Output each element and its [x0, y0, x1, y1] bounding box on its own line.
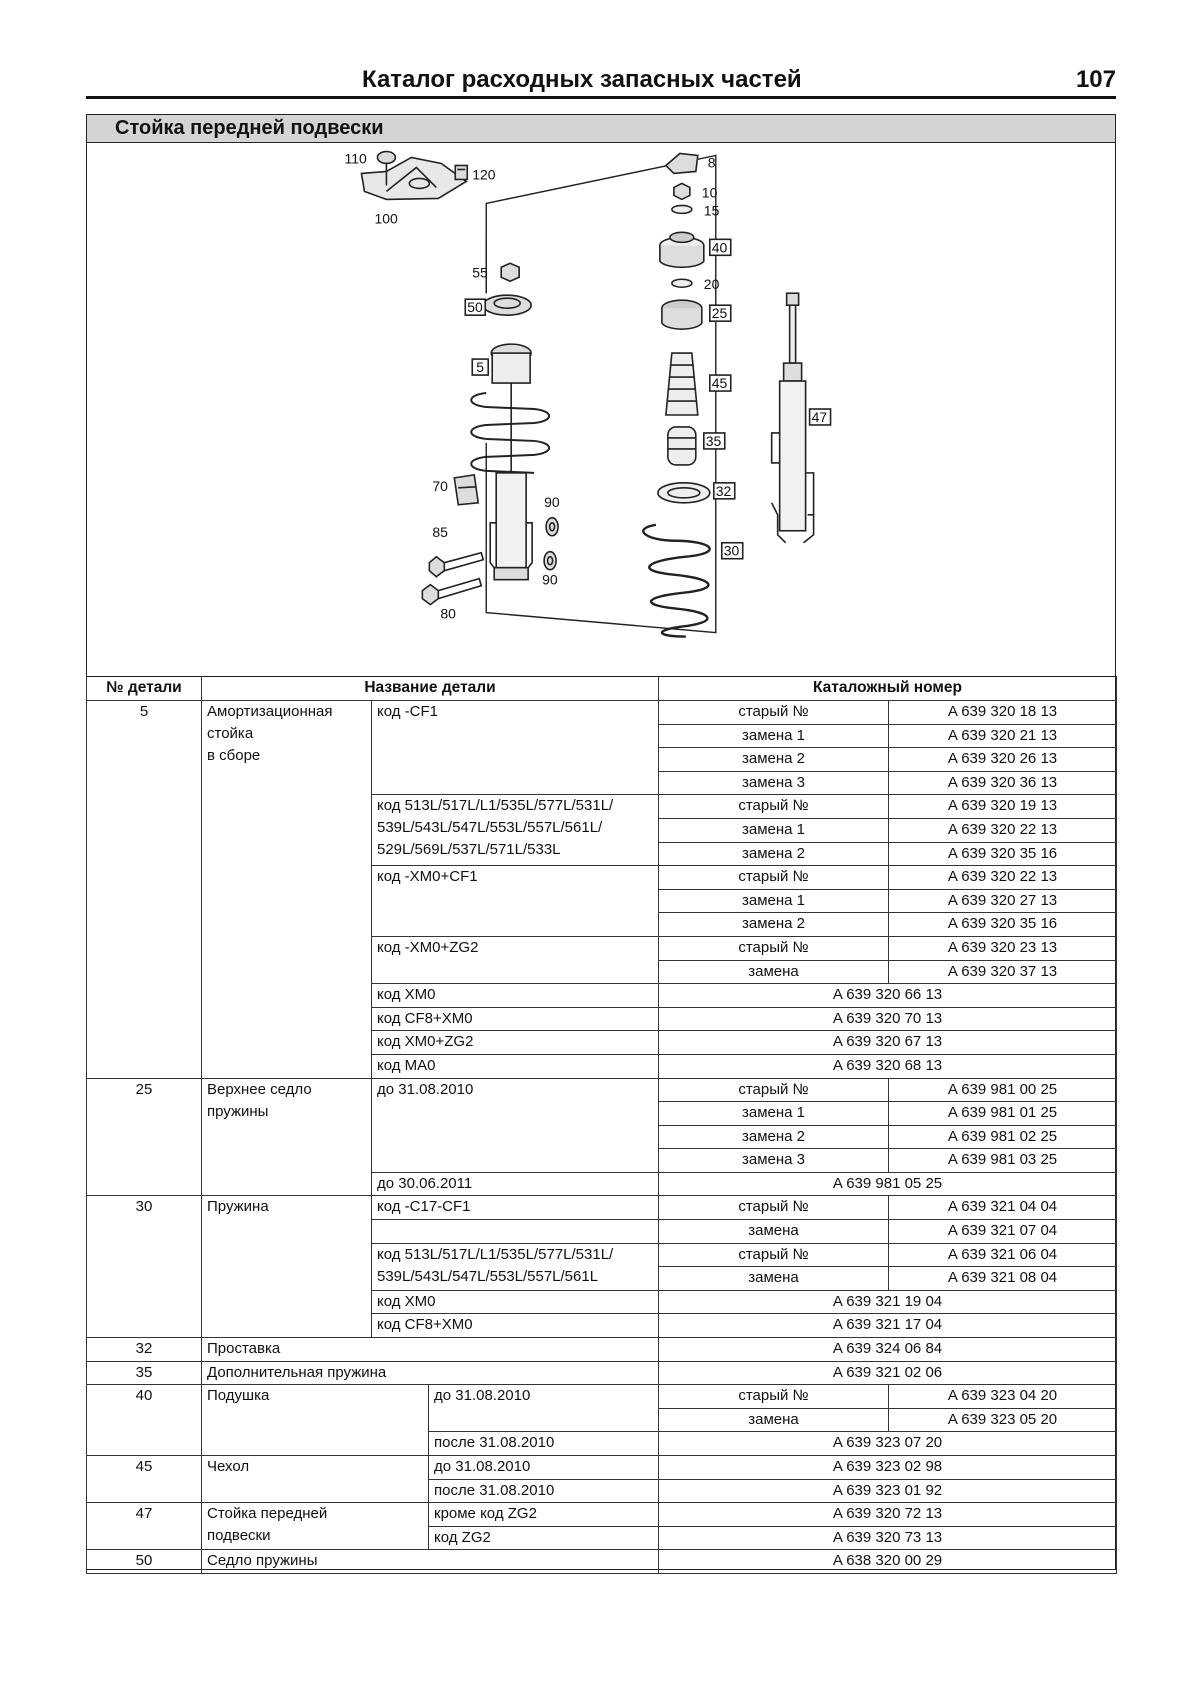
cap-part-8 [666, 153, 698, 173]
catalog-number: A 639 981 02 25 [889, 1125, 1117, 1149]
label-50: 50 [467, 299, 483, 316]
part-code: кроме код ZG2 [429, 1503, 659, 1527]
part-code: код XM0 [372, 984, 659, 1008]
washer-part-20 [672, 279, 692, 287]
part-number: 47 [87, 1503, 202, 1550]
part-code: код MA0 [372, 1054, 659, 1078]
washer-part-15 [672, 205, 692, 213]
part-name: Чехол [202, 1456, 429, 1503]
part-code-line: 539L/543L/547L/553L/557L/561L/ [377, 819, 603, 837]
col-header-catalog: Каталожный номер [659, 677, 1117, 701]
label-85: 85 [432, 523, 448, 540]
label-90-top: 90 [544, 493, 560, 510]
section-title: Стойка передней подвески [115, 117, 384, 139]
part-code: после 31.08.2010 [429, 1479, 659, 1503]
catalog-number: A 639 981 05 25 [659, 1172, 1117, 1196]
catalog-number: A 639 320 37 13 [889, 960, 1117, 984]
spacer-part-32 [658, 483, 710, 503]
washer-part-90-top [546, 518, 558, 536]
strut-assembly-part-5 [471, 344, 549, 580]
washer-part-90-bottom [544, 552, 556, 570]
label-30: 30 [723, 542, 740, 559]
suspension-strut-drawing [87, 143, 1115, 676]
label-47: 47 [811, 408, 828, 425]
nut-part-120 [455, 165, 467, 179]
label-120: 120 [472, 166, 496, 183]
part-number: 35 [87, 1361, 202, 1385]
label-8: 8 [707, 154, 716, 171]
version-label: старый № [659, 795, 889, 819]
col-header-name: Название детали [202, 677, 659, 701]
catalog-number: A 639 320 27 13 [889, 889, 1117, 913]
part-code: до 31.08.2010 [429, 1456, 659, 1480]
bracket-part-100 [361, 157, 466, 199]
label-25: 25 [711, 305, 728, 322]
catalog-number: A 639 320 35 16 [889, 842, 1117, 866]
table-row [87, 1550, 1117, 1574]
page-title: Каталог расходных запасных частей [362, 66, 802, 93]
part-code-line: код 513L/517L/L1/535L/577L/531L/ [377, 797, 614, 815]
table-row [87, 1196, 1117, 1220]
version-label: замена 1 [659, 724, 889, 748]
table-row [87, 701, 1117, 725]
part-code-line: 539L/543L/547L/553L/557L/561L [377, 1267, 599, 1285]
part-code: код -XM0+CF1 [372, 866, 659, 937]
nut-part-55 [501, 263, 519, 281]
page-number: 107 [1075, 66, 1116, 93]
catalog-number: A 639 321 08 04 [889, 1267, 1117, 1291]
parts-table [86, 676, 1117, 1574]
part-code: до 31.08.2010 [429, 1385, 659, 1432]
part-name: Дополнительная пружина [202, 1361, 659, 1385]
part-name-line: в сборе [207, 747, 261, 764]
catalog-number: A 639 321 17 04 [659, 1314, 1117, 1338]
version-label: старый № [659, 936, 889, 960]
version-label: замена 2 [659, 1125, 889, 1149]
catalog-number: A 639 321 07 04 [889, 1220, 1117, 1244]
catalog-number: A 639 320 73 13 [659, 1526, 1117, 1550]
part-code-line: 529L/569L/537L/571L/533L [377, 841, 561, 859]
part-code: код XM0+ZG2 [372, 1031, 659, 1055]
part-code-line: код 513L/517L/L1/535L/577L/531L/ [377, 1245, 614, 1263]
label-70: 70 [432, 477, 448, 494]
catalog-number: A 639 323 01 92 [659, 1479, 1117, 1503]
catalog-number: A 639 323 02 98 [659, 1456, 1117, 1480]
label-10: 10 [701, 184, 718, 201]
catalog-number: A 639 320 18 13 [889, 701, 1117, 725]
label-5: 5 [476, 359, 485, 376]
part-name: Седло пружины [202, 1550, 659, 1574]
version-label: старый № [659, 1196, 889, 1220]
label-32: 32 [715, 482, 732, 499]
label-20: 20 [703, 276, 720, 293]
part-number: 40 [87, 1385, 202, 1456]
catalog-number: A 639 320 70 13 [659, 1007, 1117, 1031]
table-row [87, 1338, 1117, 1362]
version-label: старый № [659, 1078, 889, 1102]
part-number: 25 [87, 1078, 202, 1196]
part-number: 45 [87, 1456, 202, 1503]
version-label: замена 1 [659, 818, 889, 842]
part-name: Подушка [202, 1385, 429, 1456]
bolt-part-80 [422, 579, 481, 605]
part-number: 5 [87, 701, 202, 1079]
version-label: замена [659, 960, 889, 984]
bump-stop-part-35 [668, 427, 696, 465]
table-row [87, 1078, 1117, 1102]
catalog-number: A 639 320 19 13 [889, 795, 1117, 819]
part-code [372, 795, 659, 866]
table-row [87, 1385, 1117, 1409]
catalog-number: A 638 320 00 29 [659, 1550, 1117, 1574]
part-code: код -XM0+ZG2 [372, 936, 659, 983]
catalog-number: A 639 320 36 13 [889, 771, 1117, 795]
catalog-number: A 639 320 22 13 [889, 866, 1117, 890]
label-55: 55 [472, 264, 488, 281]
label-35: 35 [705, 432, 722, 449]
catalog-number: A 639 981 01 25 [889, 1102, 1117, 1126]
version-label: замена 2 [659, 913, 889, 937]
catalog-number: A 639 320 68 13 [659, 1054, 1117, 1078]
catalog-number: A 639 321 04 04 [889, 1196, 1117, 1220]
part-code-empty [372, 1220, 659, 1244]
version-label: замена 3 [659, 771, 889, 795]
shock-absorber-part-47 [772, 293, 814, 543]
coil-spring-part-30 [643, 525, 709, 637]
label-110: 110 [344, 150, 367, 167]
spring-seat-part-50 [483, 295, 531, 315]
version-label: замена 2 [659, 842, 889, 866]
label-90-bottom: 90 [542, 571, 558, 588]
table-row [87, 1456, 1117, 1480]
label-45: 45 [711, 375, 728, 392]
catalog-number: A 639 320 23 13 [889, 936, 1117, 960]
part-name: Пружина [202, 1196, 372, 1338]
part-number: 30 [87, 1196, 202, 1338]
part-name [202, 1078, 372, 1196]
version-label: старый № [659, 701, 889, 725]
version-label: замена 1 [659, 1102, 889, 1126]
part-name: Проставка [202, 1338, 659, 1362]
version-label: старый № [659, 1243, 889, 1267]
boot-part-45 [666, 353, 698, 415]
version-label: замена [659, 1220, 889, 1244]
catalog-number: A 639 321 06 04 [889, 1243, 1117, 1267]
part-name-line: подвески [207, 1527, 271, 1545]
catalog-number: A 639 323 04 20 [889, 1385, 1117, 1409]
table-header-row [87, 677, 1117, 701]
part-code: код CF8+XM0 [372, 1314, 659, 1338]
catalog-number: A 639 320 67 13 [659, 1031, 1117, 1055]
page-header [86, 62, 1116, 99]
part-name-line: Стойка передней [207, 1505, 328, 1523]
part-code: до 30.06.2011 [372, 1172, 659, 1196]
version-label: замена 2 [659, 748, 889, 772]
part-name [202, 701, 372, 1079]
catalog-number: A 639 323 07 20 [659, 1432, 1117, 1456]
catalog-number: A 639 320 72 13 [659, 1503, 1117, 1527]
part-code: код CF8+XM0 [372, 1007, 659, 1031]
version-label: замена [659, 1267, 889, 1291]
part-code: код -CF1 [372, 701, 659, 795]
exploded-parts-diagram [87, 143, 1115, 676]
part-code: код XM0 [372, 1290, 659, 1314]
label-80: 80 [440, 605, 456, 622]
part-number: 32 [87, 1338, 202, 1362]
table-row [87, 1503, 1117, 1527]
catalog-number: A 639 981 00 25 [889, 1078, 1117, 1102]
catalog-number: A 639 320 22 13 [889, 818, 1117, 842]
bolt-part-85 [429, 553, 483, 577]
catalog-number: A 639 320 21 13 [889, 724, 1117, 748]
clamp-part-70 [454, 475, 478, 505]
part-name-line: стойка [207, 725, 254, 742]
part-number: 50 [87, 1550, 202, 1574]
catalog-number: A 639 321 19 04 [659, 1290, 1117, 1314]
catalog-number: A 639 323 05 20 [889, 1408, 1117, 1432]
version-label: замена [659, 1408, 889, 1432]
version-label: старый № [659, 866, 889, 890]
version-label: старый № [659, 1385, 889, 1409]
part-code: до 31.08.2010 [372, 1078, 659, 1172]
part-code: код ZG2 [429, 1526, 659, 1550]
part-name-line: Верхнее седло [207, 1080, 312, 1098]
table-row [87, 1361, 1117, 1385]
catalog-number: A 639 324 06 84 [659, 1338, 1117, 1362]
part-name-line: Амортизационная [207, 703, 333, 720]
label-100: 100 [374, 210, 398, 227]
nut-part-10 [674, 183, 690, 199]
part-code: после 31.08.2010 [429, 1432, 659, 1456]
catalog-number: A 639 320 35 16 [889, 913, 1117, 937]
part-name [202, 1503, 429, 1550]
catalog-number: A 639 320 26 13 [889, 748, 1117, 772]
version-label: замена 3 [659, 1149, 889, 1173]
label-40: 40 [711, 239, 728, 256]
upper-spring-seat-part-25 [662, 300, 702, 329]
part-name-line: пружины [207, 1102, 269, 1120]
mount-part-40 [660, 232, 704, 267]
section-title-bar [87, 115, 1115, 143]
version-label: замена 1 [659, 889, 889, 913]
col-header-num: № детали [87, 677, 202, 701]
part-code [372, 1243, 659, 1290]
part-code: код -C17-CF1 [372, 1196, 659, 1220]
catalog-number: A 639 981 03 25 [889, 1149, 1117, 1173]
catalog-number: A 639 321 02 06 [659, 1361, 1117, 1385]
label-15: 15 [703, 202, 720, 219]
catalog-number: A 639 320 66 13 [659, 984, 1117, 1008]
